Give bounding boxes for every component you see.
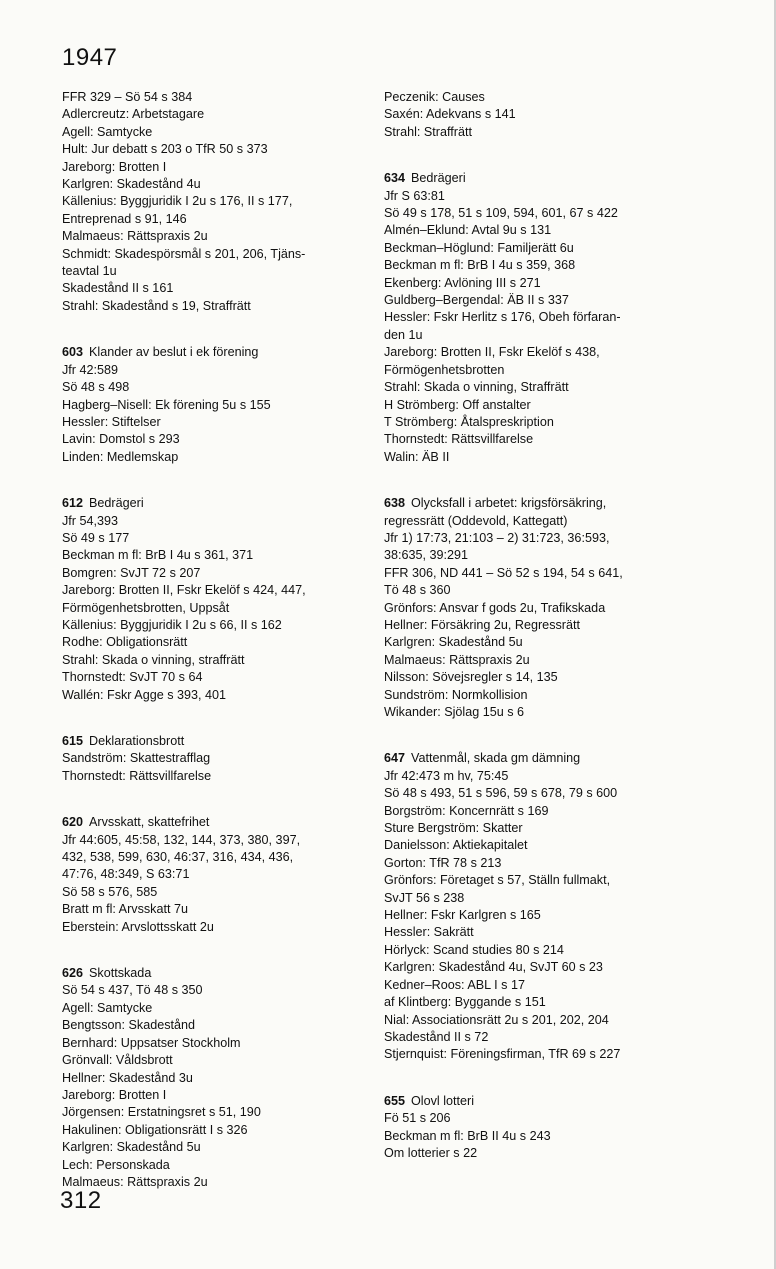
- right-column: [384, 89, 684, 1191]
- entry-number: 612: [62, 496, 84, 511]
- entry-heading: [62, 344, 362, 361]
- entry-heading: [384, 1093, 684, 1110]
- reference-line: FFR 306, ND 441 – Sö 52 s 194, 54 s 641,: [384, 565, 623, 580]
- reference-line: Rodhe: Obligationsrätt: [62, 635, 188, 650]
- reference-line: Sö 49 s 177: [62, 530, 130, 545]
- reference-line: Karlgren: Skadestånd 4u: [62, 177, 201, 192]
- reference-line: Malmaeus: Rättspraxis 2u: [384, 652, 530, 667]
- reference-line: Jfr S 63:81: [384, 188, 445, 203]
- entry-603: [62, 344, 362, 466]
- entry-heading: [384, 495, 684, 512]
- reference-line: Adlercreutz: Arbetstagare: [62, 107, 205, 122]
- entry-heading: [384, 170, 684, 187]
- reference-line: Skadestånd II s 161: [62, 281, 174, 296]
- reference-line: Hellner: Försäkring 2u, Regressrätt: [384, 617, 580, 632]
- entry-title: Deklarationsbrott: [89, 734, 185, 748]
- reference-line: Jfr 1) 17:73, 21:103 – 2) 31:723, 36:593,: [384, 530, 610, 545]
- entry-title: Vattenmål, skada gm dämning: [411, 751, 581, 766]
- entry-number: 620: [62, 815, 84, 830]
- reference-line: 38:635, 39:291: [384, 548, 469, 563]
- entry-heading: [62, 814, 362, 831]
- reference-line: Förmögenhetsbrotten, Uppsåt: [62, 600, 230, 615]
- reference-line: Thornstedt: Rättsvillfarelse: [62, 768, 212, 783]
- reference-line: T Strömberg: Åtalspreskription: [384, 414, 554, 429]
- reference-line: Guldberg–Bergendal: ÄB II s 337: [384, 293, 569, 308]
- reference-line: Lech: Personskada: [62, 1157, 170, 1172]
- reference-line: Jareborg: Brotten I: [62, 1087, 167, 1102]
- reference-line: Sandström: Skattestrafflag: [62, 751, 211, 766]
- reference-line: Kedner–Roos: ABL I s 17: [384, 977, 525, 992]
- reference-line: Beckman m fl: BrB I 4u s 359, 368: [384, 258, 576, 273]
- reference-line: Jareborg: Brotten I: [62, 159, 167, 174]
- reference-line: Bernhard: Uppsatser Stockholm: [62, 1035, 241, 1050]
- reference-line: Jareborg: Brotten II, Fskr Ekelöf s 438,: [384, 345, 600, 360]
- reference-line: Tö 48 s 360: [384, 583, 451, 598]
- entry-number: 626: [62, 966, 84, 981]
- reference-line: Jfr 42:473 m hv, 75:45: [384, 768, 509, 783]
- reference-line: Lavin: Domstol s 293: [62, 432, 180, 447]
- left-column: [62, 89, 362, 1220]
- reference-line: Danielsson: Aktiekapitalet: [384, 838, 528, 853]
- entry-number: 634: [384, 171, 406, 186]
- entry-title: Arvsskatt, skattefrihet: [89, 815, 210, 830]
- reference-line: Fö 51 s 206: [384, 1111, 451, 1126]
- entry-number: 638: [384, 496, 406, 511]
- reference-line: 47:76, 48:349, S 63:71: [62, 867, 190, 882]
- entry-title: Olycksfall i arbetet: krigsförsäkring,: [411, 496, 607, 511]
- reference-line: Sundström: Normkollision: [384, 687, 528, 702]
- reference-line: Wallén: Fskr Agge s 393, 401: [62, 687, 227, 702]
- reference-line: Entreprenad s 91, 146: [62, 211, 187, 226]
- reference-line: Sö 48 s 498: [62, 380, 130, 395]
- reference-line: Hessler: Stiftelser: [62, 414, 161, 429]
- reference-line: Schmidt: Skadespörsmål s 201, 206, Tjäns-: [62, 246, 306, 261]
- reference-line: Beckman–Höglund: Familjerätt 6u: [384, 240, 574, 255]
- reference-line: Grönfors: Företaget s 57, Ställn fullmakt,: [384, 873, 611, 888]
- reference-line: 432, 538, 599, 630, 46:37, 316, 434, 436,: [62, 850, 294, 865]
- reference-line: Malmaeus: Rättspraxis 2u: [62, 1174, 208, 1189]
- reference-line: Strahl: Skada o vinning, Straffrätt: [384, 380, 569, 395]
- entry-heading: [62, 733, 362, 750]
- page-number: 312: [60, 1187, 102, 1214]
- entry-title: Bedrägeri: [411, 171, 466, 186]
- reference-line: Grönvall: Våldsbrott: [62, 1053, 173, 1068]
- entry-heading: [62, 965, 362, 982]
- reference-line: Jareborg: Brotten II, Fskr Ekelöf s 424, 447,: [62, 583, 306, 598]
- entry-615: [62, 733, 362, 785]
- reference-line: Strahl: Skadestånd s 19, Straffrätt: [62, 298, 251, 313]
- reference-line: Hellner: Skadestånd 3u: [62, 1070, 193, 1085]
- entry-612: [62, 495, 362, 704]
- reference-line: Källenius: Byggjuridik I 2u s 176, II s 177,: [62, 194, 293, 209]
- entry-title: Skottskada: [89, 966, 152, 981]
- reference-line: Hagberg–Nisell: Ek förening 5u s 155: [62, 397, 271, 412]
- entry-number: 647: [384, 751, 406, 766]
- entry-634: [384, 170, 684, 466]
- reference-line: Bomgren: SvJT 72 s 207: [62, 565, 201, 580]
- reference-line: Thornstedt: Rättsvillfarelse: [384, 432, 534, 447]
- reference-line: Karlgren: Skadestånd 5u: [384, 635, 523, 650]
- reference-line: Walin: ÄB II: [384, 449, 450, 464]
- reference-line: Almén–Eklund: Avtal 9u s 131: [384, 223, 552, 238]
- reference-line: Hessler: Fskr Herlitz s 176, Obeh förfaran-: [384, 310, 621, 325]
- reference-line: Gorton: TfR 78 s 213: [384, 855, 502, 870]
- reference-line: Jfr 44:605, 45:58, 132, 144, 373, 380, 397,: [62, 832, 301, 847]
- reference-line: Thornstedt: SvJT 70 s 64: [62, 670, 203, 685]
- reference-line: Agell: Samtycke: [62, 1000, 153, 1015]
- reference-line: regressrätt (Oddevold, Kattegatt): [384, 513, 568, 528]
- entry-continuation: [62, 89, 362, 315]
- reference-line: Saxén: Adekvans s 141: [384, 107, 516, 122]
- reference-line: Hakulinen: Obligationsrätt I s 326: [62, 1122, 248, 1137]
- entry-647: [384, 750, 684, 1063]
- reference-line: Strahl: Straffrätt: [384, 124, 472, 139]
- reference-line: Källenius: Byggjuridik I 2u s 66, II s 162: [62, 617, 282, 632]
- reference-line: Bengtsson: Skadestånd: [62, 1018, 196, 1033]
- reference-line: Sture Bergström: Skatter: [384, 821, 523, 836]
- reference-line: Beckman m fl: BrB I 4u s 361, 371: [62, 548, 254, 563]
- reference-line: Beckman m fl: BrB II 4u s 243: [384, 1128, 551, 1143]
- entry-number: 615: [62, 734, 84, 748]
- reference-line: Linden: Medlemskap: [62, 449, 179, 464]
- reference-line: Sö 49 s 178, 51 s 109, 594, 601, 67 s 422: [384, 206, 618, 221]
- reference-line: Jörgensen: Erstatningsret s 51, 190: [62, 1105, 261, 1120]
- reference-line: Karlgren: Skadestånd 5u: [62, 1140, 201, 1155]
- reference-line: Hellner: Fskr Karlgren s 165: [384, 908, 541, 923]
- entry-title: Olovl lotteri: [411, 1093, 475, 1108]
- reference-line: Bratt m fl: Arvsskatt 7u: [62, 902, 188, 917]
- reference-line: Jfr 54,393: [62, 513, 119, 528]
- reference-line: den 1u: [384, 327, 423, 342]
- entry-title: Bedrägeri: [89, 496, 144, 511]
- reference-line: Eberstein: Arvslottsskatt 2u: [62, 919, 214, 934]
- entry-638: [384, 495, 684, 721]
- reference-line: Agell: Samtycke: [62, 124, 153, 139]
- entry-number: 655: [384, 1093, 406, 1108]
- reference-line: Grönfors: Ansvar f gods 2u, Trafikskada: [384, 600, 606, 615]
- reference-line: Nilsson: Sövejsregler s 14, 135: [384, 670, 558, 685]
- entry-heading: [384, 750, 684, 767]
- reference-line: H Strömberg: Off anstalter: [384, 397, 531, 412]
- reference-line: Hult: Jur debatt s 203 o TfR 50 s 373: [62, 142, 268, 157]
- reference-line: Jfr 42:589: [62, 362, 119, 377]
- entry-620: [62, 814, 362, 936]
- entry-title: Klander av beslut i ek förening: [89, 345, 259, 360]
- reference-line: Stjernquist: Föreningsfirman, TfR 69 s 227: [384, 1047, 621, 1062]
- reference-line: Ekenberg: Avlöning III s 271: [384, 275, 541, 290]
- entry-626: [62, 965, 362, 1191]
- reference-line: af Klintberg: Byggande s 151: [384, 995, 546, 1010]
- reference-line: Skadestånd II s 72: [384, 1029, 489, 1044]
- reference-line: Sö 48 s 493, 51 s 596, 59 s 678, 79 s 600: [384, 786, 618, 801]
- reference-line: Förmögenhetsbrotten: [384, 362, 505, 377]
- reference-line: Sö 54 s 437, Tö 48 s 350: [62, 983, 203, 998]
- reference-line: Nial: Associationsrätt 2u s 201, 202, 204: [384, 1012, 609, 1027]
- entry-655: [384, 1093, 684, 1163]
- entry-heading: [62, 495, 362, 512]
- reference-line: Malmaeus: Rättspraxis 2u: [62, 229, 208, 244]
- reference-line: Om lotterier s 22: [384, 1145, 478, 1160]
- page-year-heading: 1947: [62, 44, 118, 71]
- reference-line: Hörlyck: Scand studies 80 s 214: [384, 942, 564, 957]
- reference-line: Peczenik: Causes: [384, 90, 485, 104]
- reference-line: SvJT 56 s 238: [384, 890, 465, 905]
- reference-line: Borgström: Koncernrätt s 169: [384, 803, 549, 818]
- entry-continuation: [384, 89, 684, 141]
- reference-line: Strahl: Skada o vinning, straffrätt: [62, 652, 245, 667]
- reference-line: Hessler: Sakrätt: [384, 925, 474, 940]
- reference-line: Wikander: Sjölag 15u s 6: [384, 705, 525, 719]
- reference-line: teavtal 1u: [62, 264, 117, 279]
- reference-line: FFR 329 – Sö 54 s 384: [62, 90, 193, 104]
- reference-line: Karlgren: Skadestånd 4u, SvJT 60 s 23: [384, 960, 603, 975]
- reference-line: Sö 58 s 576, 585: [62, 884, 158, 899]
- entry-number: 603: [62, 345, 84, 360]
